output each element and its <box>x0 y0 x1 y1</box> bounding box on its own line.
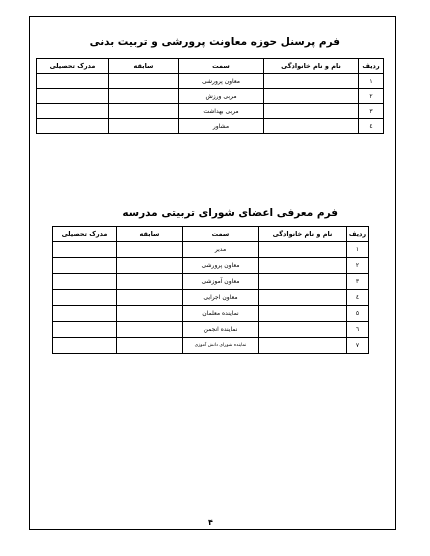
role-cell: معاون آموزشی <box>183 274 259 290</box>
name-cell <box>259 258 347 274</box>
role-cell: معاون پرورشی <box>183 258 259 274</box>
degree-cell <box>53 258 117 274</box>
header-radif: ردیف <box>359 59 384 74</box>
degree-cell <box>53 242 117 258</box>
table-row <box>53 338 369 354</box>
form1-title: فرم پرسنل حوزه معاونت پرورشی و تربیت بدنی <box>89 36 340 48</box>
table-header-row <box>53 227 369 242</box>
header-history: سابقه <box>117 227 183 242</box>
header-role: سمت <box>179 59 264 74</box>
name-cell <box>259 306 347 322</box>
table-row <box>37 119 384 134</box>
row-number: ۳ <box>359 104 384 119</box>
name-cell <box>264 119 359 134</box>
degree-cell <box>53 338 117 354</box>
degree-cell <box>53 274 117 290</box>
history-cell <box>117 290 183 306</box>
page-number: ۴ <box>208 518 213 527</box>
name-cell <box>264 104 359 119</box>
history-cell <box>117 322 183 338</box>
degree-cell <box>37 89 109 104</box>
row-number: ٥ <box>347 306 369 322</box>
header-role: سمت <box>183 227 259 242</box>
history-cell <box>109 104 179 119</box>
name-cell <box>259 338 347 354</box>
header-history: سابقه <box>109 59 179 74</box>
table-row <box>53 274 369 290</box>
role-cell: معاون پرورشی <box>179 74 264 89</box>
row-number: ٤ <box>347 290 369 306</box>
role-cell: مربی ورزش <box>179 89 264 104</box>
degree-cell <box>53 290 117 306</box>
form2-table <box>52 226 369 354</box>
history-cell <box>109 89 179 104</box>
name-cell <box>259 242 347 258</box>
history-cell <box>109 74 179 89</box>
row-number: ۳ <box>347 274 369 290</box>
history-cell <box>117 258 183 274</box>
role-cell: مدیر <box>183 242 259 258</box>
header-name: نام و نام خانوادگی <box>264 59 359 74</box>
table-row <box>37 89 384 104</box>
degree-cell <box>37 119 109 134</box>
table-header-row <box>37 59 384 74</box>
table-row <box>37 74 384 89</box>
row-number: ۲ <box>359 89 384 104</box>
header-degree: مدرک تحصیلی <box>37 59 109 74</box>
role-cell: نماینده انجمن <box>183 322 259 338</box>
header-radif: ردیف <box>347 227 369 242</box>
table-row <box>53 306 369 322</box>
role-cell: نماینده شورای دانش آموزی <box>183 338 259 354</box>
degree-cell <box>37 74 109 89</box>
name-cell <box>259 274 347 290</box>
table-row <box>53 290 369 306</box>
row-number: ۱ <box>347 242 369 258</box>
row-number: ٤ <box>359 119 384 134</box>
table-row <box>53 242 369 258</box>
role-cell: نماینده معلمان <box>183 306 259 322</box>
form1-table <box>36 58 384 134</box>
name-cell <box>264 74 359 89</box>
role-cell: معاون اجرایی <box>183 290 259 306</box>
degree-cell <box>53 306 117 322</box>
name-cell <box>259 322 347 338</box>
degree-cell <box>53 322 117 338</box>
row-number: ٦ <box>347 322 369 338</box>
history-cell <box>117 338 183 354</box>
row-number: ۲ <box>347 258 369 274</box>
role-cell: مربی بهداشت <box>179 104 264 119</box>
row-number: ۷ <box>347 338 369 354</box>
header-degree: مدرک تحصیلی <box>53 227 117 242</box>
table-row <box>37 104 384 119</box>
table-row <box>53 258 369 274</box>
history-cell <box>109 119 179 134</box>
role-cell: مشاور <box>179 119 264 134</box>
row-number: ۱ <box>359 74 384 89</box>
degree-cell <box>37 104 109 119</box>
table-row <box>53 322 369 338</box>
header-name: نام و نام خانوادگی <box>259 227 347 242</box>
name-cell <box>264 89 359 104</box>
history-cell <box>117 242 183 258</box>
history-cell <box>117 274 183 290</box>
form2-title: فرم معرفی اعضای شورای تربیتی مدرسه <box>122 207 338 219</box>
history-cell <box>117 306 183 322</box>
name-cell <box>259 290 347 306</box>
